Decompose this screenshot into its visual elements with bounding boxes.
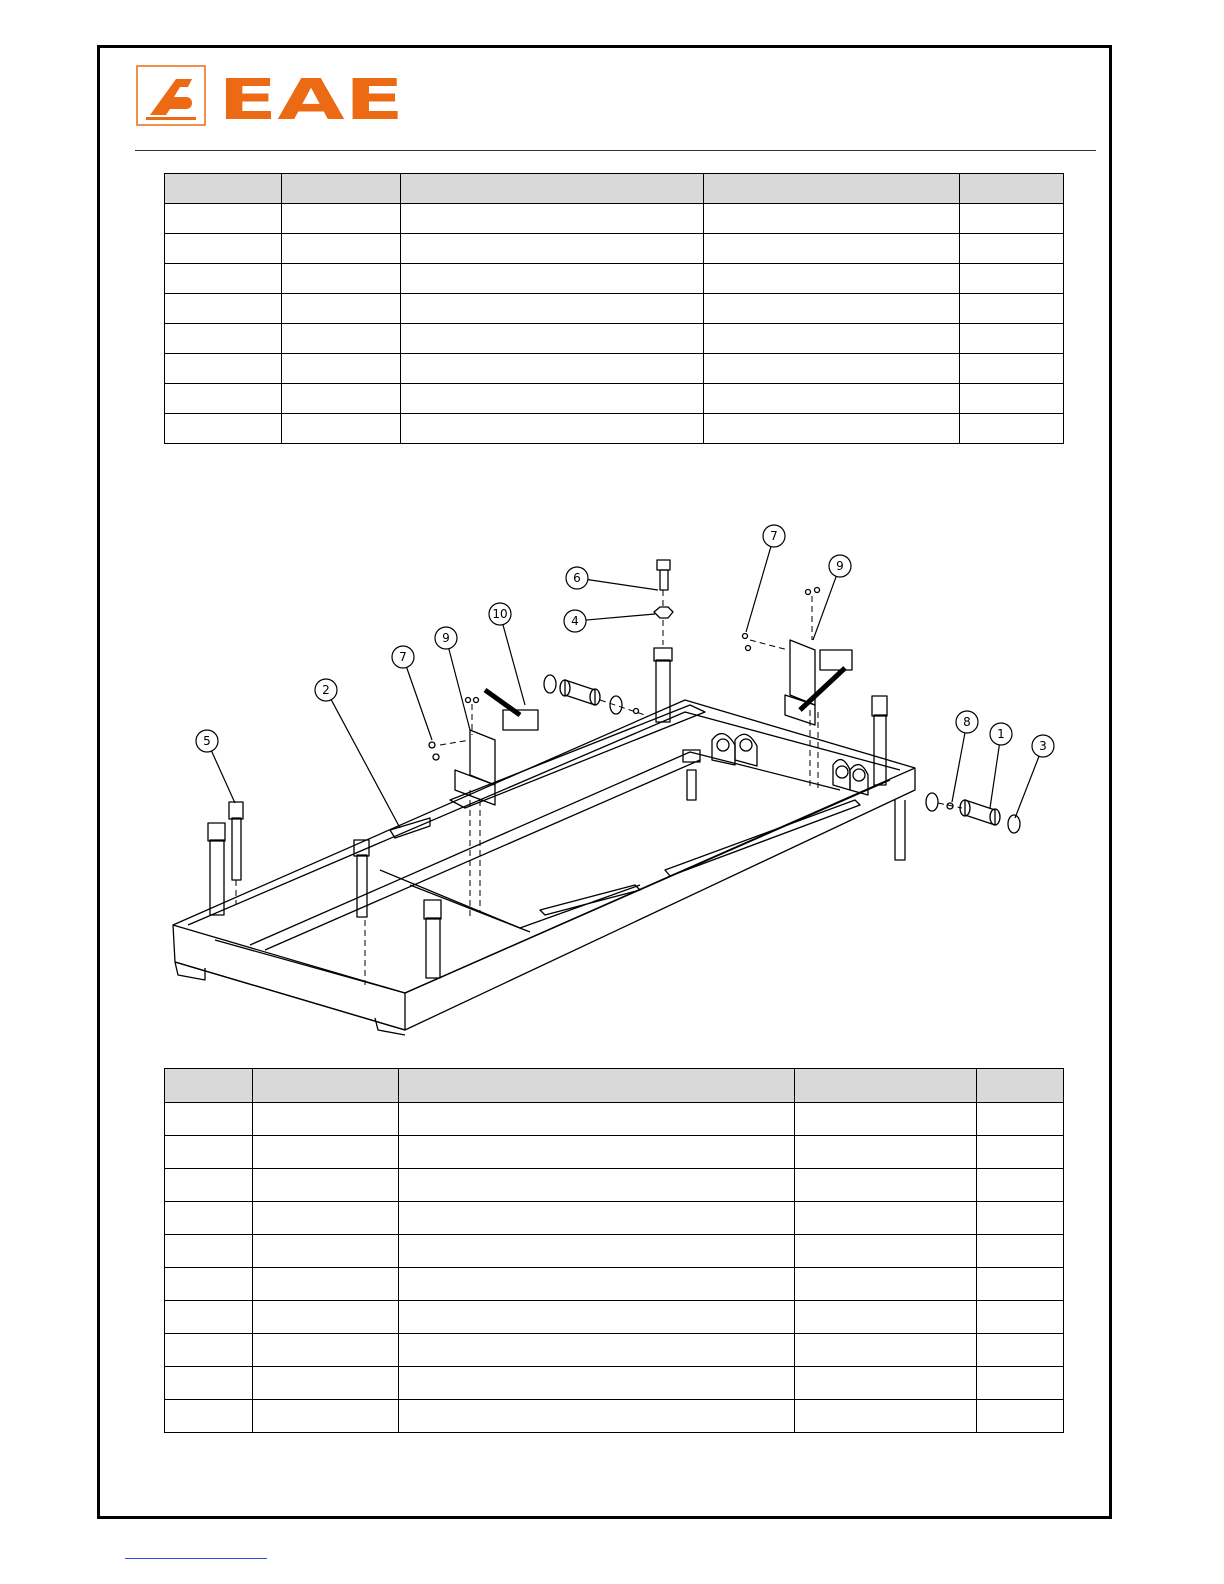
callout-leader-line	[588, 580, 658, 590]
header-cell	[401, 174, 704, 204]
callout-number: 7	[399, 650, 407, 664]
table-cell	[401, 384, 704, 414]
callout-number: 9	[442, 631, 450, 645]
table-cell	[165, 1268, 253, 1301]
table-row	[165, 1334, 1064, 1367]
table-cell	[282, 324, 401, 354]
table-cell	[704, 384, 960, 414]
table-cell	[399, 1334, 795, 1367]
table-cell	[165, 1334, 253, 1367]
table-cell	[165, 234, 282, 264]
callout-number: 4	[571, 614, 579, 628]
callout-number: 6	[573, 571, 581, 585]
table-cell	[165, 354, 282, 384]
table-cell	[253, 1202, 399, 1235]
callout-number: 3	[1039, 739, 1047, 753]
table-cell	[401, 324, 704, 354]
table-cell	[282, 414, 401, 444]
table-cell	[165, 1400, 253, 1433]
table-row	[165, 414, 1064, 444]
header-cell	[399, 1069, 795, 1103]
table-cell	[977, 1202, 1064, 1235]
table-row	[165, 1400, 1064, 1433]
table-row	[165, 264, 1064, 294]
callout-leader-line	[813, 576, 836, 640]
table-cell	[399, 1169, 795, 1202]
table-cell	[165, 1202, 253, 1235]
table-cell	[960, 354, 1064, 384]
table-cell	[253, 1334, 399, 1367]
table-cell	[165, 1235, 253, 1268]
table-cell	[795, 1103, 977, 1136]
table-cell	[282, 294, 401, 324]
table-cell	[704, 354, 960, 384]
table-row	[165, 1301, 1064, 1334]
footer-link-underline[interactable]	[125, 1558, 267, 1559]
table-cell	[704, 294, 960, 324]
table-cell	[960, 414, 1064, 444]
table-cell	[960, 384, 1064, 414]
table-cell	[399, 1301, 795, 1334]
table-cell	[253, 1367, 399, 1400]
header-cell	[704, 174, 960, 204]
callout-leader-line	[331, 700, 400, 828]
table-cell	[399, 1136, 795, 1169]
table-cell	[253, 1136, 399, 1169]
header-cell	[253, 1069, 399, 1103]
callout-leader-line	[449, 649, 470, 730]
table-cell	[977, 1136, 1064, 1169]
callout-number: 9	[836, 559, 844, 573]
header-cell	[795, 1069, 977, 1103]
table-cell	[165, 1103, 253, 1136]
table-cell	[704, 234, 960, 264]
header-cell	[282, 174, 401, 204]
header-cell	[165, 1069, 253, 1103]
table-cell	[704, 264, 960, 294]
table-cell	[253, 1169, 399, 1202]
table-cell	[977, 1235, 1064, 1268]
table-cell	[282, 264, 401, 294]
table-header-row	[165, 174, 1064, 204]
callout-number: 1	[997, 727, 1005, 741]
table-cell	[401, 354, 704, 384]
table-cell	[253, 1103, 399, 1136]
table-cell	[165, 1367, 253, 1400]
table-row	[165, 1103, 1064, 1136]
callout-leader-line	[212, 751, 235, 803]
table-cell	[399, 1367, 795, 1400]
table-cell	[795, 1169, 977, 1202]
table-cell	[795, 1235, 977, 1268]
callout-leader-line	[1015, 756, 1039, 818]
table-cell	[977, 1334, 1064, 1367]
table-cell	[960, 204, 1064, 234]
table-row	[165, 354, 1064, 384]
table-cell	[977, 1301, 1064, 1334]
table-cell	[977, 1268, 1064, 1301]
table-cell	[165, 324, 282, 354]
table-cell	[795, 1136, 977, 1169]
table-cell	[165, 1169, 253, 1202]
callout-number: 10	[492, 607, 508, 621]
table-cell	[401, 294, 704, 324]
table-cell	[399, 1103, 795, 1136]
callout-number: 8	[963, 715, 971, 729]
table-row	[165, 294, 1064, 324]
table-cell	[282, 384, 401, 414]
table-cell	[399, 1235, 795, 1268]
callout-leader-line	[407, 667, 432, 740]
table-cell	[165, 384, 282, 414]
table-cell	[165, 204, 282, 234]
parts-table-top	[164, 173, 1064, 444]
table-cell	[960, 294, 1064, 324]
callout-leader-line	[503, 625, 525, 705]
table-cell	[282, 204, 401, 234]
header-cell	[960, 174, 1064, 204]
table-cell	[253, 1301, 399, 1334]
table-cell	[165, 264, 282, 294]
table-cell	[401, 234, 704, 264]
table-row	[165, 324, 1064, 354]
table-row	[165, 204, 1064, 234]
table-row	[165, 1136, 1064, 1169]
table-cell	[795, 1334, 977, 1367]
table-cell	[399, 1202, 795, 1235]
exploded-assembly-diagram	[160, 520, 1065, 1040]
table-cell	[977, 1169, 1064, 1202]
table-cell	[165, 1136, 253, 1169]
callout-number: 5	[203, 734, 211, 748]
eae-logo	[136, 65, 406, 127]
table-cell	[704, 324, 960, 354]
table-cell	[795, 1367, 977, 1400]
table-cell	[399, 1268, 795, 1301]
table-cell	[253, 1268, 399, 1301]
callout-number: 7	[770, 529, 778, 543]
callout-leader-line	[586, 614, 655, 620]
table-cell	[165, 294, 282, 324]
header-rule	[135, 150, 1096, 151]
table-cell	[960, 264, 1064, 294]
table-cell	[795, 1400, 977, 1433]
header-cell	[165, 174, 282, 204]
table-row	[165, 384, 1064, 414]
table-cell	[165, 414, 282, 444]
table-cell	[253, 1235, 399, 1268]
table-cell	[704, 204, 960, 234]
callout-leader-line	[990, 745, 999, 808]
table-cell	[960, 324, 1064, 354]
logo-text: EAE	[218, 68, 404, 127]
table-cell	[399, 1400, 795, 1433]
table-cell	[401, 204, 704, 234]
table-cell	[795, 1268, 977, 1301]
table-row	[165, 234, 1064, 264]
table-row	[165, 1202, 1064, 1235]
table-cell	[401, 414, 704, 444]
table-row	[165, 1235, 1064, 1268]
table-cell	[795, 1202, 977, 1235]
callout-leader-line	[746, 547, 771, 632]
table-cell	[282, 354, 401, 384]
table-cell	[977, 1103, 1064, 1136]
callout-number: 2	[322, 683, 330, 697]
table-header-row	[165, 1069, 1064, 1103]
table-cell	[960, 234, 1064, 264]
table-cell	[795, 1301, 977, 1334]
parts-table-bottom	[164, 1068, 1064, 1433]
table-cell	[401, 264, 704, 294]
table-row	[165, 1367, 1064, 1400]
table-cell	[704, 414, 960, 444]
table-row	[165, 1169, 1064, 1202]
table-row	[165, 1268, 1064, 1301]
callout-leader-line	[952, 733, 965, 802]
table-cell	[977, 1400, 1064, 1433]
table-cell	[282, 234, 401, 264]
table-cell	[253, 1400, 399, 1433]
header-cell	[977, 1069, 1064, 1103]
table-cell	[977, 1367, 1064, 1400]
table-cell	[165, 1301, 253, 1334]
